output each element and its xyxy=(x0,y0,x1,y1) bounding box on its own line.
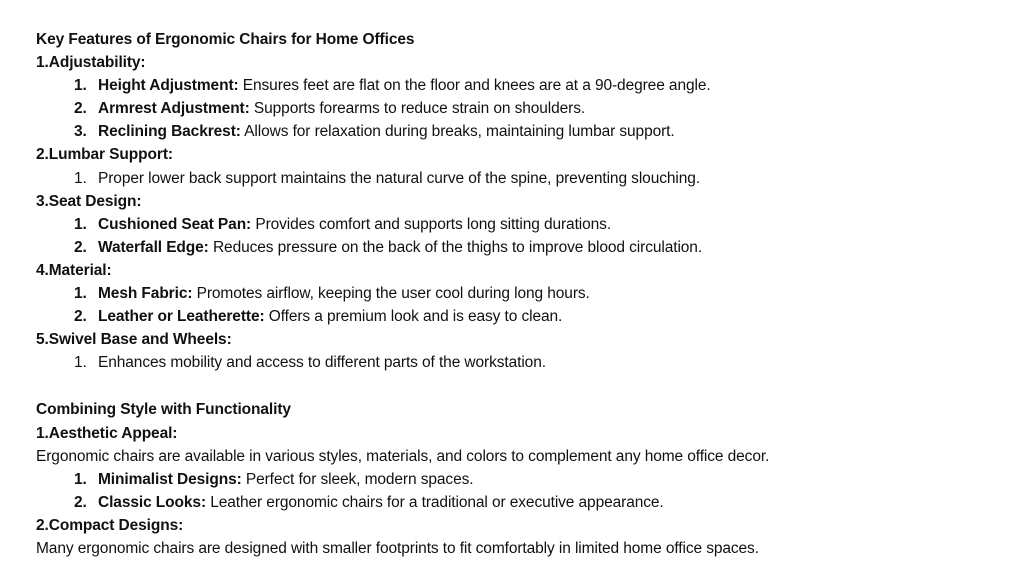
paragraph: Many ergonomic chairs are designed with smaller footprints to fit comfortably in limited home office spaces. xyxy=(36,539,759,557)
list-number: 1. xyxy=(74,215,87,233)
item-text: Offers a premium look and is easy to clean. xyxy=(264,308,563,326)
list-item xyxy=(36,351,1006,374)
item-label: Waterfall Edge: xyxy=(98,238,209,256)
item-text: Provides comfort and supports long sitting durations. xyxy=(251,215,612,233)
item-label: Armrest Adjustment: xyxy=(98,100,250,118)
list-number: 1. xyxy=(74,354,87,372)
item-label: Height Adjustment: xyxy=(98,77,239,95)
list-number: 2. xyxy=(74,308,87,326)
list-number: 1. xyxy=(74,169,87,187)
list-item xyxy=(36,97,1006,120)
list-number: 3. xyxy=(74,123,87,141)
list-item xyxy=(36,167,1006,190)
item-text: Allows for relaxation during breaks, maintaining lumbar support. xyxy=(240,123,675,141)
item-text: Proper lower back support maintains the natural curve of the spine, preventing slouching. xyxy=(98,169,700,187)
item-label: Cushioned Seat Pan: xyxy=(98,215,252,233)
item-label: Leather or Leatherette: xyxy=(98,308,265,326)
list-number: 2. xyxy=(74,493,87,511)
item-text: Perfect for sleek, modern spaces. xyxy=(241,470,474,488)
list-number: 1. xyxy=(74,470,87,488)
heading-material: 4.Material: xyxy=(36,261,112,279)
list-number: 2. xyxy=(74,238,87,256)
item-label: Classic Looks: xyxy=(98,493,207,511)
heading-adjustability: 1.Adjustability: xyxy=(36,54,146,72)
list-number: 1. xyxy=(74,285,87,303)
document-page xyxy=(36,28,1006,560)
heading-swivel-base: 5.Swivel Base and Wheels: xyxy=(36,331,232,349)
paragraph: Ergonomic chairs are available in various styles, materials, and colors to complement any home office decor. xyxy=(36,447,770,465)
list-item xyxy=(36,213,1006,236)
item-text: Reduces pressure on the back of the thighs to improve blood circulation. xyxy=(208,238,703,256)
heading-aesthetic-appeal: 1.Aesthetic Appeal: xyxy=(36,424,178,442)
item-text: Supports forearms to reduce strain on shoulders. xyxy=(249,100,586,118)
item-label: Mesh Fabric: xyxy=(98,285,193,303)
heading-lumbar-support: 2.Lumbar Support: xyxy=(36,146,173,164)
heading-compact-designs: 2.Compact Designs: xyxy=(36,516,184,534)
list-item xyxy=(36,468,1006,491)
list-item xyxy=(36,491,1006,514)
heading-seat-design: 3.Seat Design: xyxy=(36,192,142,210)
list-item xyxy=(36,236,1006,259)
item-text: Promotes airflow, keeping the user cool during long hours. xyxy=(192,285,590,303)
section-title: Combining Style with Functionality xyxy=(36,401,291,419)
item-label: Reclining Backrest: xyxy=(98,123,241,141)
section-gap xyxy=(36,374,1006,398)
item-text: Leather ergonomic chairs for a traditional or executive appearance. xyxy=(206,493,664,511)
list-item xyxy=(36,305,1006,328)
item-text: Enhances mobility and access to different parts of the workstation. xyxy=(98,354,546,372)
list-number: 2. xyxy=(74,100,87,118)
list-item xyxy=(36,74,1006,97)
section-title: Key Features of Ergonomic Chairs for Home Offices xyxy=(36,31,415,48)
list-item xyxy=(36,120,1006,143)
item-label: Minimalist Designs: xyxy=(98,470,242,488)
list-item xyxy=(36,282,1006,305)
list-number: 1. xyxy=(74,77,87,95)
item-text: Ensures feet are flat on the floor and knees are at a 90-degree angle. xyxy=(238,77,711,95)
